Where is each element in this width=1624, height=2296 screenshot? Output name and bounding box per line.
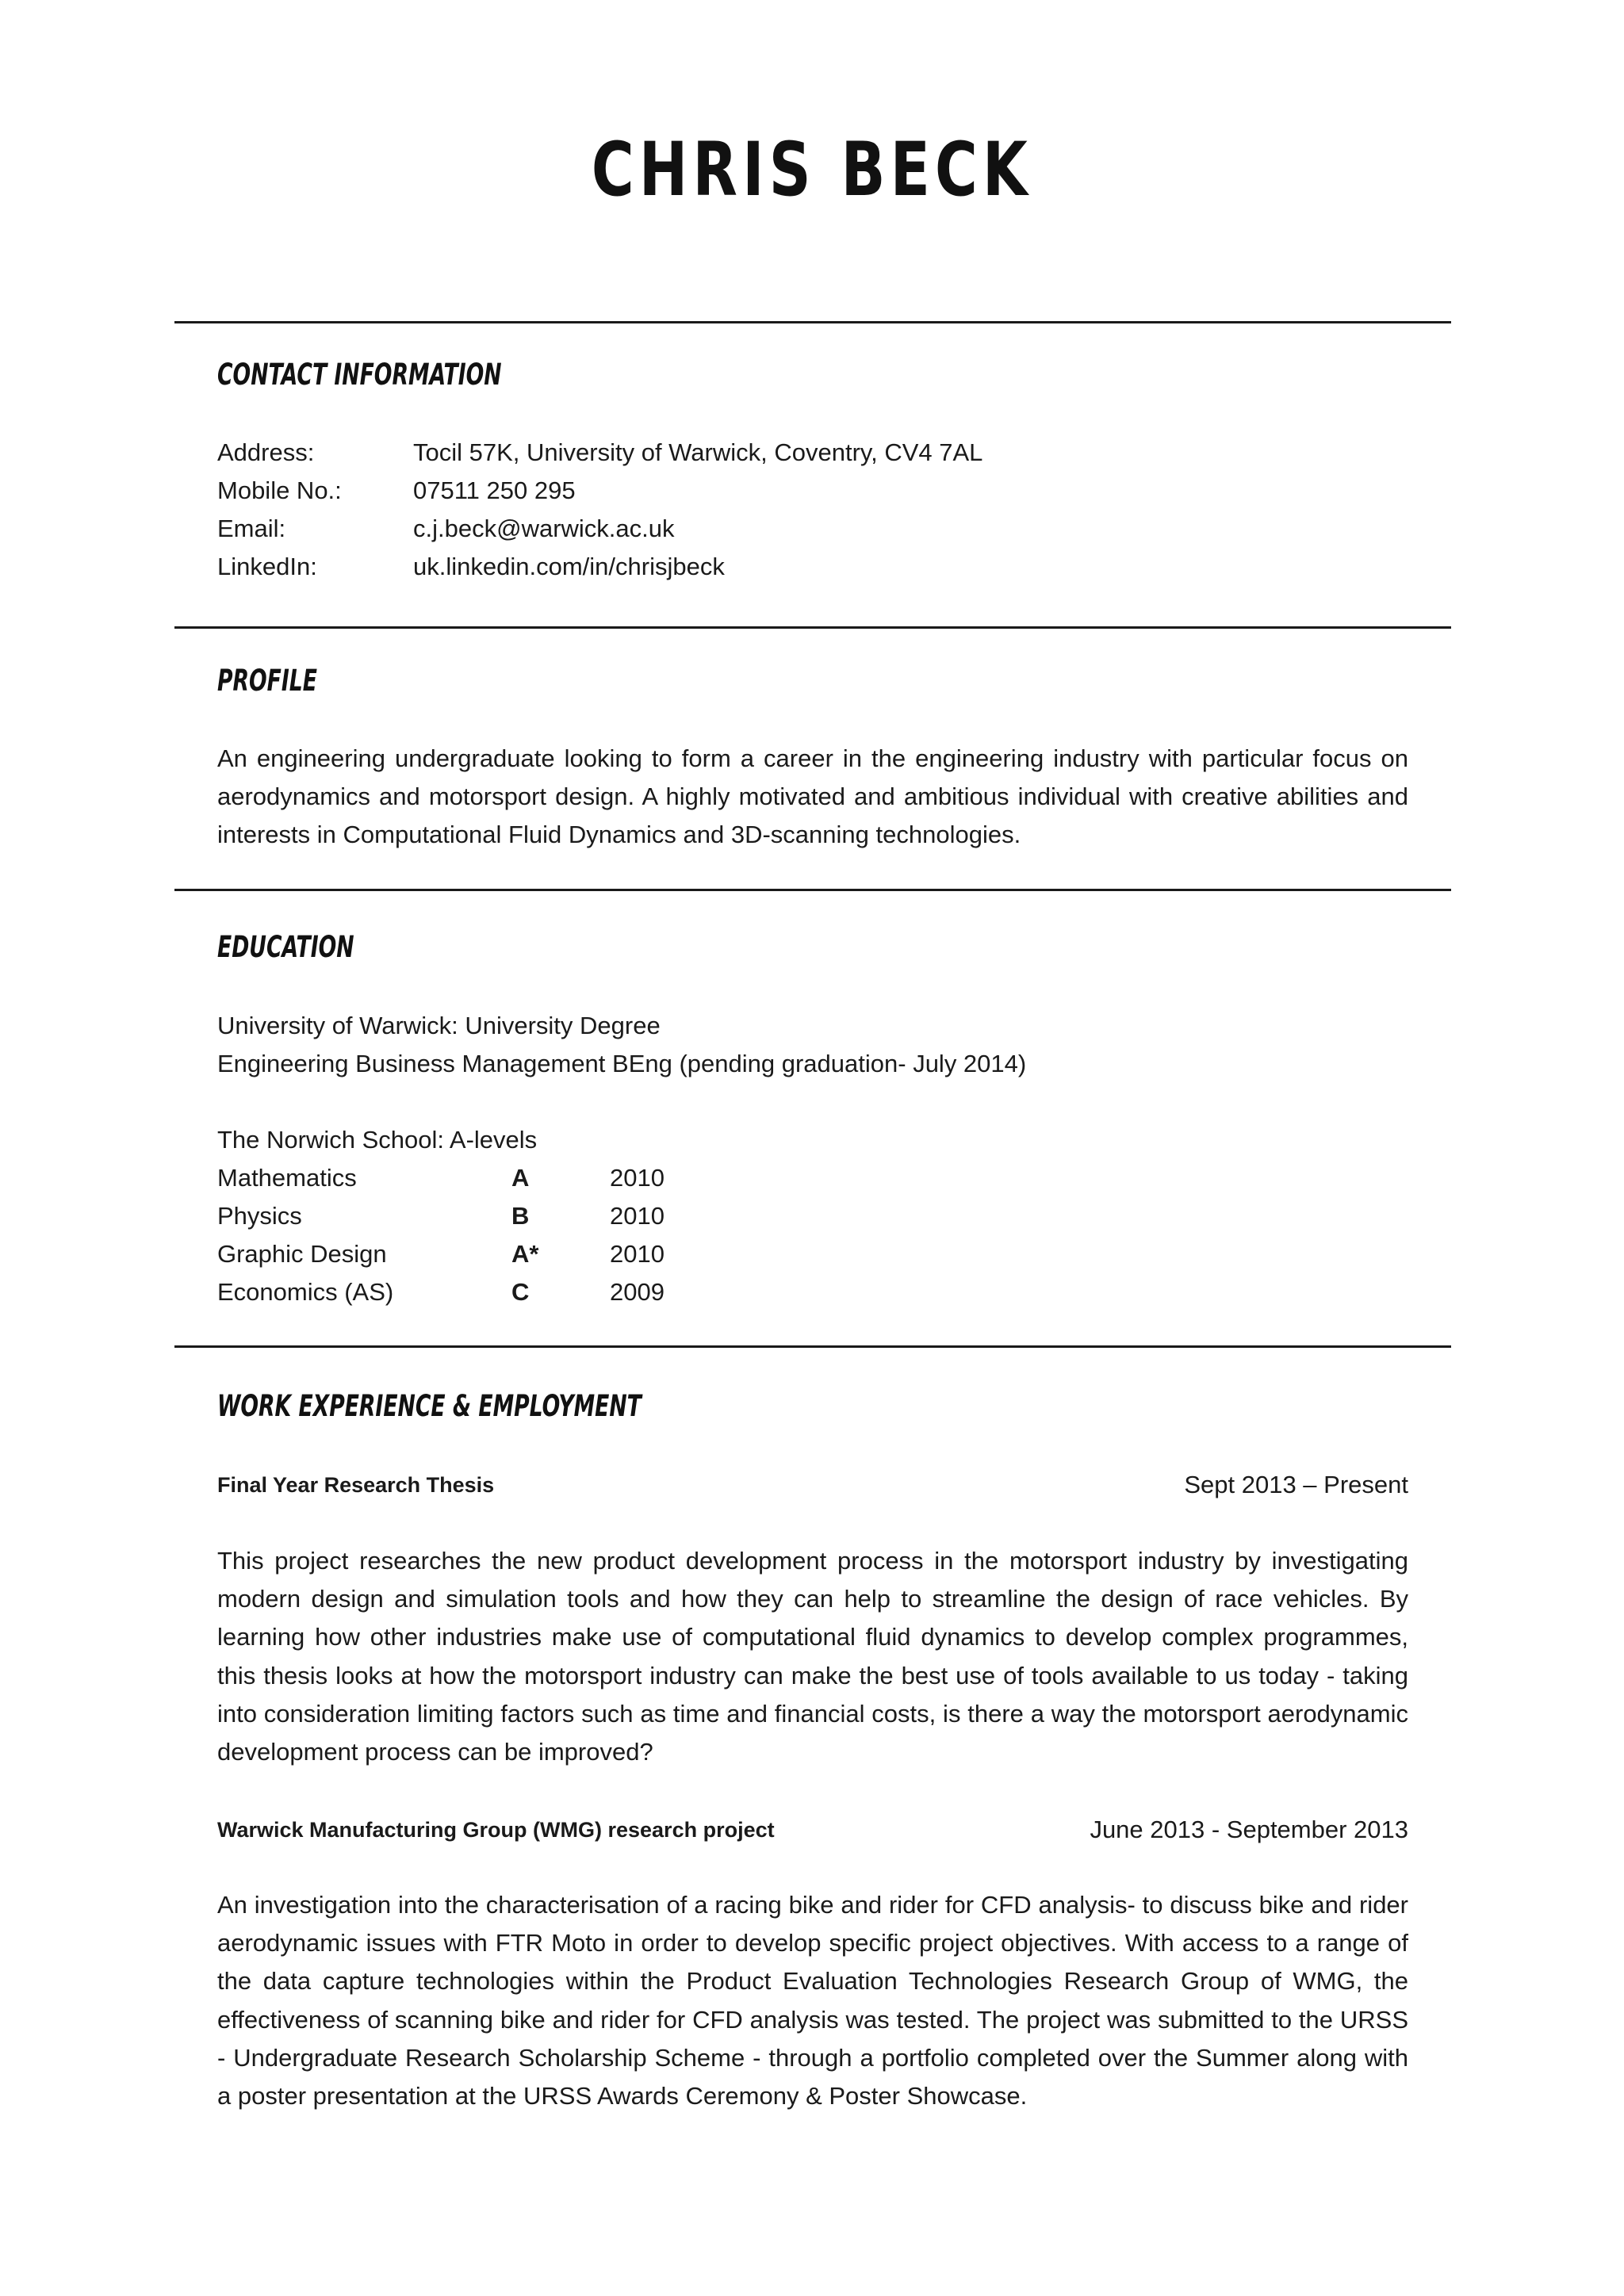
- contact-label-mobile: Mobile No.:: [217, 476, 342, 504]
- contact-label-email: Email:: [217, 515, 286, 542]
- school-line: The Norwich School: A-levels: [217, 1126, 538, 1154]
- job-description: An investigation into the characterisation of a racing bike and rider for CFD analysis- to discuss bike and rider aerodynamic issues with FTR Moto in order to develop specific project objectives. With access to a range of the data capture technologies within the Product Evaluation Technologies Research Group of WMG, the effectiveness of scanning bike and rider for CFD analysis was tested. The project was submitted to the URSS - Undergraduate Research Scholarship Scheme - through a portfolio completed over the Summer along with a poster presentation at the URSS Awards Ceremony & Poster Showcase.: [217, 1891, 1408, 2110]
- university-line: University of Warwick: University Degree: [217, 1012, 661, 1039]
- job-title: Warwick Manufacturing Group (WMG) research project: [217, 1818, 775, 1842]
- contact-value-linkedin: uk.linkedin.com/in/chrisjbeck: [413, 553, 725, 580]
- alevel-subject: Physics: [217, 1202, 302, 1230]
- alevel-year: 2010: [610, 1202, 665, 1230]
- profile-heading: PROFILE: [217, 664, 317, 698]
- work-heading: WORK EXPERIENCE & EMPLOYMENT: [217, 1389, 642, 1423]
- alevel-grade: C: [511, 1278, 530, 1306]
- contact-value-email: c.j.beck@warwick.ac.uk: [413, 515, 675, 542]
- alevel-grade: B: [511, 1202, 530, 1230]
- alevel-year: 2010: [610, 1164, 665, 1192]
- job-title: Final Year Research Thesis: [217, 1473, 495, 1497]
- contact-value-mobile: 07511 250 295: [413, 476, 576, 504]
- job-date: Sept 2013 – Present: [1184, 1471, 1408, 1498]
- alevel-subject: Graphic Design: [217, 1240, 387, 1268]
- alevel-year: 2010: [610, 1240, 665, 1268]
- section-divider: [174, 1345, 1451, 1348]
- contact-value-address: Tocil 57K, University of Warwick, Coventry, CV4 7AL: [413, 438, 983, 466]
- profile-text: An engineering undergraduate looking to form a career in the engineering industry with particular focus on aerodynamics and motorsport design. A highly motivated and ambitious individual with creative abilities and interests in Computational Fluid Dynamics and 3D-scanning technologies.: [217, 744, 1408, 849]
- alevel-subject: Economics (AS): [217, 1278, 394, 1306]
- contact-label-linkedin: LinkedIn:: [217, 553, 317, 580]
- section-divider: [174, 626, 1451, 629]
- alevel-grade: A: [511, 1164, 530, 1192]
- alevel-subject: Mathematics: [217, 1164, 357, 1192]
- job-date: June 2013 - September 2013: [1090, 1816, 1408, 1843]
- contact-heading: CONTACT INFORMATION: [217, 358, 502, 392]
- job-description: This project researches the new product development process in the motorsport industry by investigating modern design and simulation tools and how they can help to streamline the design of race vehicles. By learning how other industries make use of computational fluid dynamics to develop complex programmes, this thesis looks at how the motorsport industry can make the best use of tools available to us today - taking into consideration limiting factors such as time and financial costs, is there a way the motorsport aerodynamic development process can be improved?: [217, 1547, 1408, 1766]
- cv-name: CHRIS BECK: [591, 127, 1033, 213]
- section-divider: [174, 889, 1451, 891]
- degree-line: Engineering Business Management BEng (pending graduation- July 2014): [217, 1050, 1027, 1077]
- section-divider: [174, 321, 1451, 323]
- alevel-year: 2009: [610, 1278, 665, 1306]
- alevel-grade: A*: [511, 1240, 539, 1268]
- contact-label-address: Address:: [217, 438, 315, 466]
- education-heading: EDUCATION: [217, 930, 354, 964]
